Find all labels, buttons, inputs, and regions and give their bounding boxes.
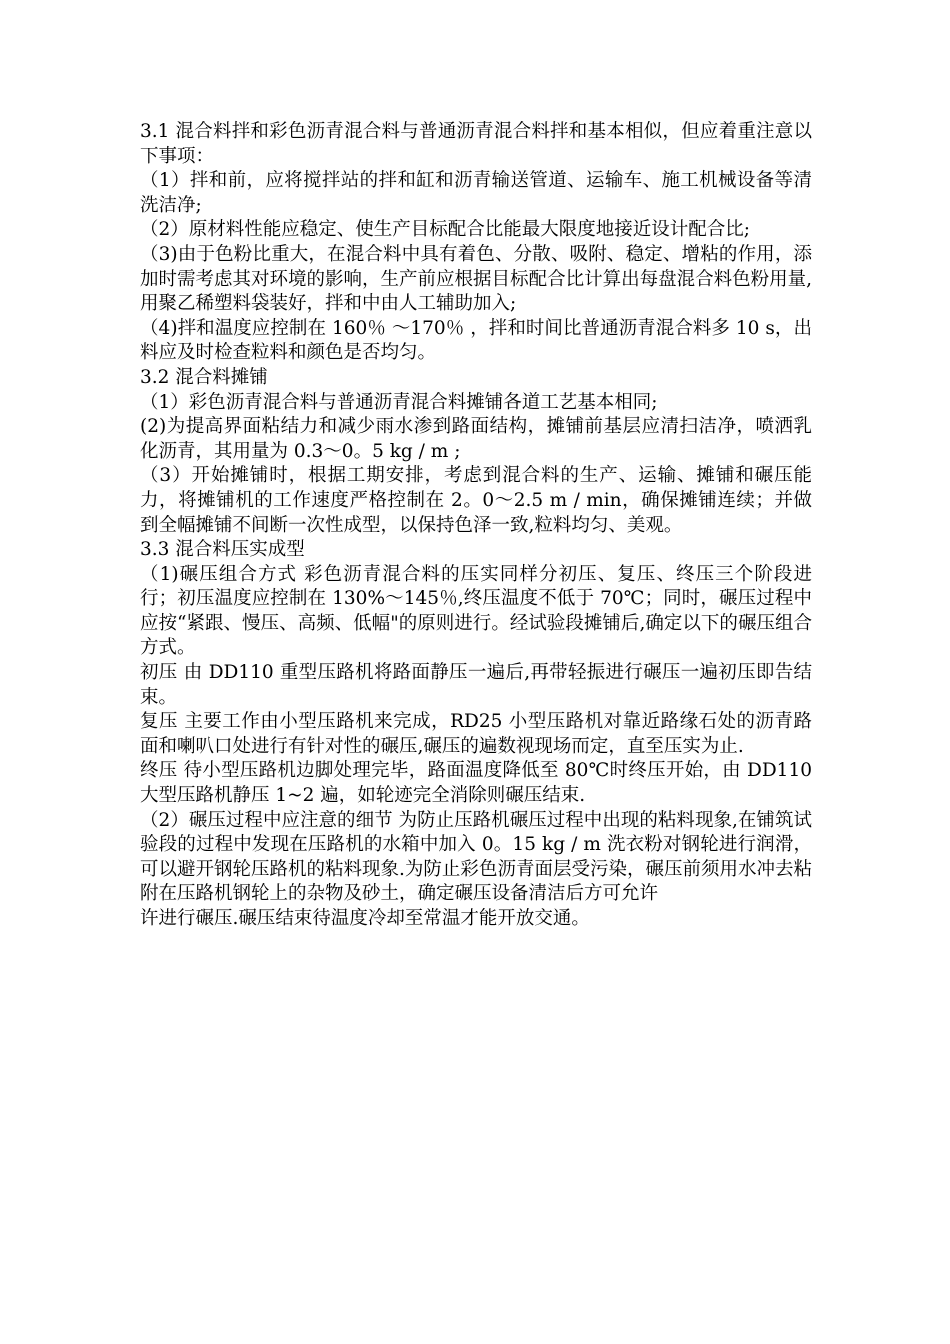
paving-step-3: （3）开始摊铺时，根据工期安排，考虑到混合料的生产、运输、摊铺和碾压能力，将摊铺机的工作速度严格控制在 2。0～2.5 m / min，确保摊铺连续；并做到全幅摊铺不间断一次性成型，以保持色泽一致,粒料均匀、美观。 xyxy=(140,465,812,536)
step-1-mixing-prep: （1）拌和前，应将搅拌站的拌和缸和沥青输送管道、运输车、施工机械设备等清洗洁净; xyxy=(140,170,812,216)
compaction-step-1: （1)碾压组合方式 彩色沥青混合料的压实同样分初压、复压、终压三个阶段进行；初压温度应控制在 130%～145％,终压温度不低于 70℃；同时，碾压过程中应按“紧跟、慢压、高频、低幅"的原则进行。经试验段摊铺后,确定以下的碾压组合方式。 xyxy=(140,563,812,659)
initial-compaction: 初压 由 DD110 重型压路机将路面静压一遍后,再带轻振进行碾压一遍初压即告结束。 xyxy=(140,662,812,708)
paving-step-2: (2)为提高界面粘结力和减少雨水渗到路面结构，摊铺前基层应清扫洁净，喷洒乳化沥青，其用量为 0.3～0。5 kg / m ; xyxy=(140,416,812,462)
section-3-1-heading-paragraph: 3.1 混合料拌和彩色沥青混合料与普通沥青混合料拌和基本相似，但应着重注意以下事项： xyxy=(140,121,812,167)
closing-paragraph: 许进行碾压.碾压结束待温度冷却至常温才能开放交通。 xyxy=(140,908,590,929)
step-4-mixing-temperature: （4)拌和温度应控制在 160％ ～170％ ，拌和时间比普通沥青混合料多 10 s，出料应及时检查粒料和颜色是否均匀。 xyxy=(140,317,812,364)
step-2-material-stability: （2）原材料性能应稳定、使生产目标配合比能最大限度地接近设计配合比; xyxy=(140,219,751,241)
final-compaction: 终压 待小型压路机边脚处理完毕，路面温度降低至 80℃时终压开始，由 DD110 大型压路机静压 1~2 遍，如轮迹完全消除则碾压结束. xyxy=(140,760,812,807)
step-3-color-powder: （3)由于色粉比重大，在混合料中具有着色、分散、吸附、稳定、增粘的作用，添加时需考虑其对环境的影响，生产前应根据目标配合比计算出每盘混合料色粉用量,用聚乙稀塑料袋装好，拌和中由人工辅助加入; xyxy=(140,243,812,315)
compaction-step-2: （2）碾压过程中应注意的细节 为防止压路机碾压过程中出现的粘料现象,在铺筑试验段的过程中发现在压路机的水箱中加入 0。15 kg / m 洗衣粉对钢轮进行润滑，可以避开钢轮压路机的粘料现象.为防止彩色沥青面层受污染，碾压前须用水冲去粘附在压路机钢轮上的杂物及砂土，确定碾压设备清洁后方可允许 xyxy=(140,809,812,905)
secondary-compaction: 复压 主要工作由小型压路机来完成，RD25 小型压路机对靠近路缘石处的沥青路面和喇叭口处进行有针对性的碾压,碾压的遍数视现场而定，直至压实为止. xyxy=(140,711,812,757)
section-3-2-heading: 3.2 混合料摊铺 xyxy=(140,366,268,388)
paving-step-1: （1）彩色沥青混合料与普通沥青混合料摊铺各道工艺基本相同; xyxy=(140,391,658,413)
section-3-3-heading: 3.3 混合料压实成型 xyxy=(140,539,305,561)
document-page xyxy=(140,120,812,932)
